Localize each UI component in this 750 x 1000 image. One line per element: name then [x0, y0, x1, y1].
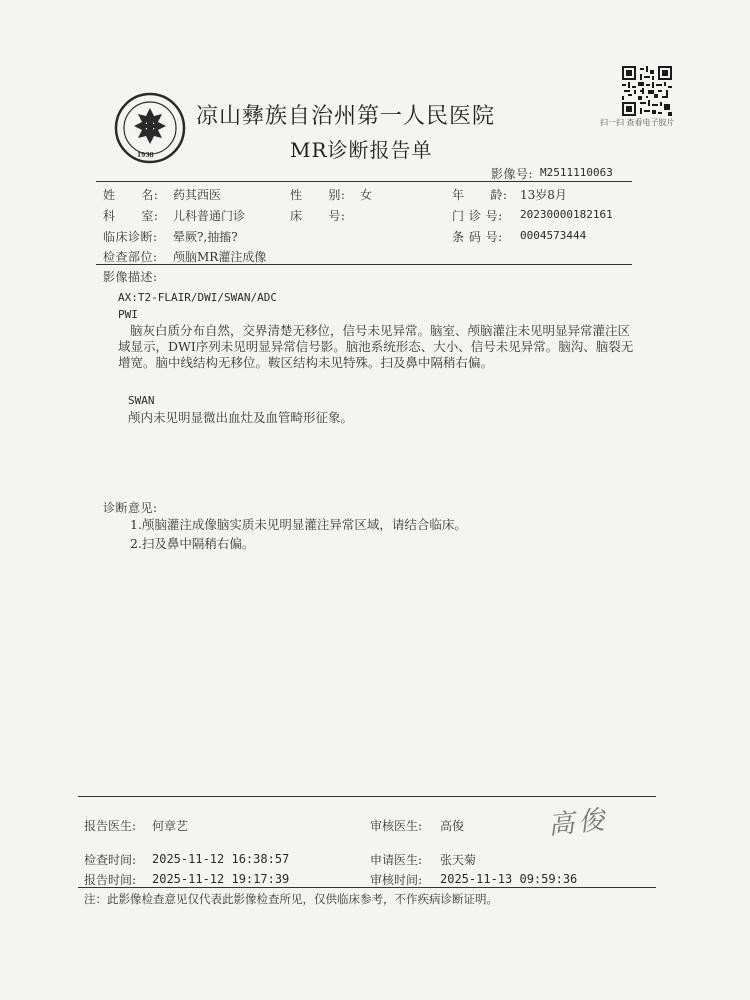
patient-age: 13岁8月: [520, 188, 567, 202]
exam-part: 颅脑MR灌注成像: [173, 250, 267, 264]
diagnosis-label: 临床诊断:: [103, 230, 158, 244]
rule-footer-top: [78, 796, 656, 797]
exam-time: 2025-11-12 16:38:57: [152, 852, 290, 866]
patient-dept: 儿科普通门诊: [173, 209, 246, 223]
exam-time-label: 检查时间:: [84, 853, 137, 867]
qr-code[interactable]: [622, 66, 672, 116]
report-time-label: 报告时间:: [84, 873, 137, 887]
rule-footer-bottom: [78, 887, 656, 888]
image-no-label: 影像号:: [491, 167, 534, 181]
qr-caption: 扫一扫 查看电子胶片: [600, 118, 675, 127]
patient-sex: 女: [360, 188, 373, 202]
disclaimer-note: 注：此影像检查意见仅代表此影像检查所见，仅供临床参考，不作疾病诊断证明。: [84, 892, 498, 906]
clinic-no: 20230000182161: [520, 208, 613, 221]
impression-heading: 诊断意见:: [103, 501, 158, 515]
report-title: MR诊断报告单: [290, 138, 433, 162]
reviewer-name: 高俊: [440, 819, 465, 833]
bed-label: 床 号:: [290, 209, 346, 223]
dept-label: 科 室:: [103, 209, 159, 223]
reviewer-label: 审核医生:: [370, 819, 423, 833]
exam-label: 检查部位:: [103, 250, 158, 264]
clinic-no-label: 门 诊 号:: [452, 209, 503, 223]
impression-item: 2.扫及鼻中隔稍右偏。: [130, 536, 255, 551]
review-time-label: 审核时间:: [370, 873, 423, 887]
image-no: M2511110063: [540, 166, 613, 179]
requester-label: 申请医生:: [370, 853, 423, 867]
patient-name: 药其西医: [173, 188, 222, 202]
rule-top: [96, 181, 632, 182]
findings-paragraph: 脑灰白质分布自然，交界清楚无移位，信号未见异常。脑室、颅脑灌注未见明显异常灌注区域显示，DWI序列未见明显异常信号影。脑池系统形态、大小、信号未见异常。脑沟、脑裂无增宽。脑中线结构无移位。鞍区结构未见特殊。扫及鼻中隔稍右偏。: [118, 323, 634, 370]
requester-name: 张天菊: [440, 853, 477, 867]
rule-patient-bottom: [96, 264, 632, 265]
seal-year: 1938: [137, 152, 154, 159]
barcode-label: 条 码 号:: [452, 230, 503, 244]
barcode-no: 0004573444: [520, 229, 587, 242]
review-time: 2025-11-13 09:59:36: [440, 872, 578, 886]
report-time: 2025-11-12 19:17:39: [152, 872, 290, 886]
findings-heading: 影像描述:: [103, 270, 158, 284]
swan-label: SWAN: [128, 394, 155, 407]
hospital-name: 凉山彝族自治州第一人民医院: [196, 104, 496, 129]
age-label: 年 龄:: [452, 188, 508, 202]
reviewer-signature: 高俊: [546, 804, 610, 842]
swan-paragraph: 颅内未见明显微出血灶及血管畸形征象。: [128, 410, 354, 425]
impression-item: 1.颅脑灌注成像脑实质未见明显灌注异常区域，请结合临床。: [130, 517, 467, 532]
clinical-diagnosis: 晕厥?,抽搐?: [173, 230, 238, 244]
sequence-list: AX:T2-FLAIR/DWI/SWAN/ADC: [118, 291, 277, 304]
reporter-name: 何章艺: [152, 819, 189, 833]
pwi-label: PWI: [118, 308, 138, 321]
sex-label: 性 别:: [290, 188, 346, 202]
name-label: 姓 名:: [103, 188, 159, 202]
reporter-label: 报告医生:: [84, 819, 137, 833]
